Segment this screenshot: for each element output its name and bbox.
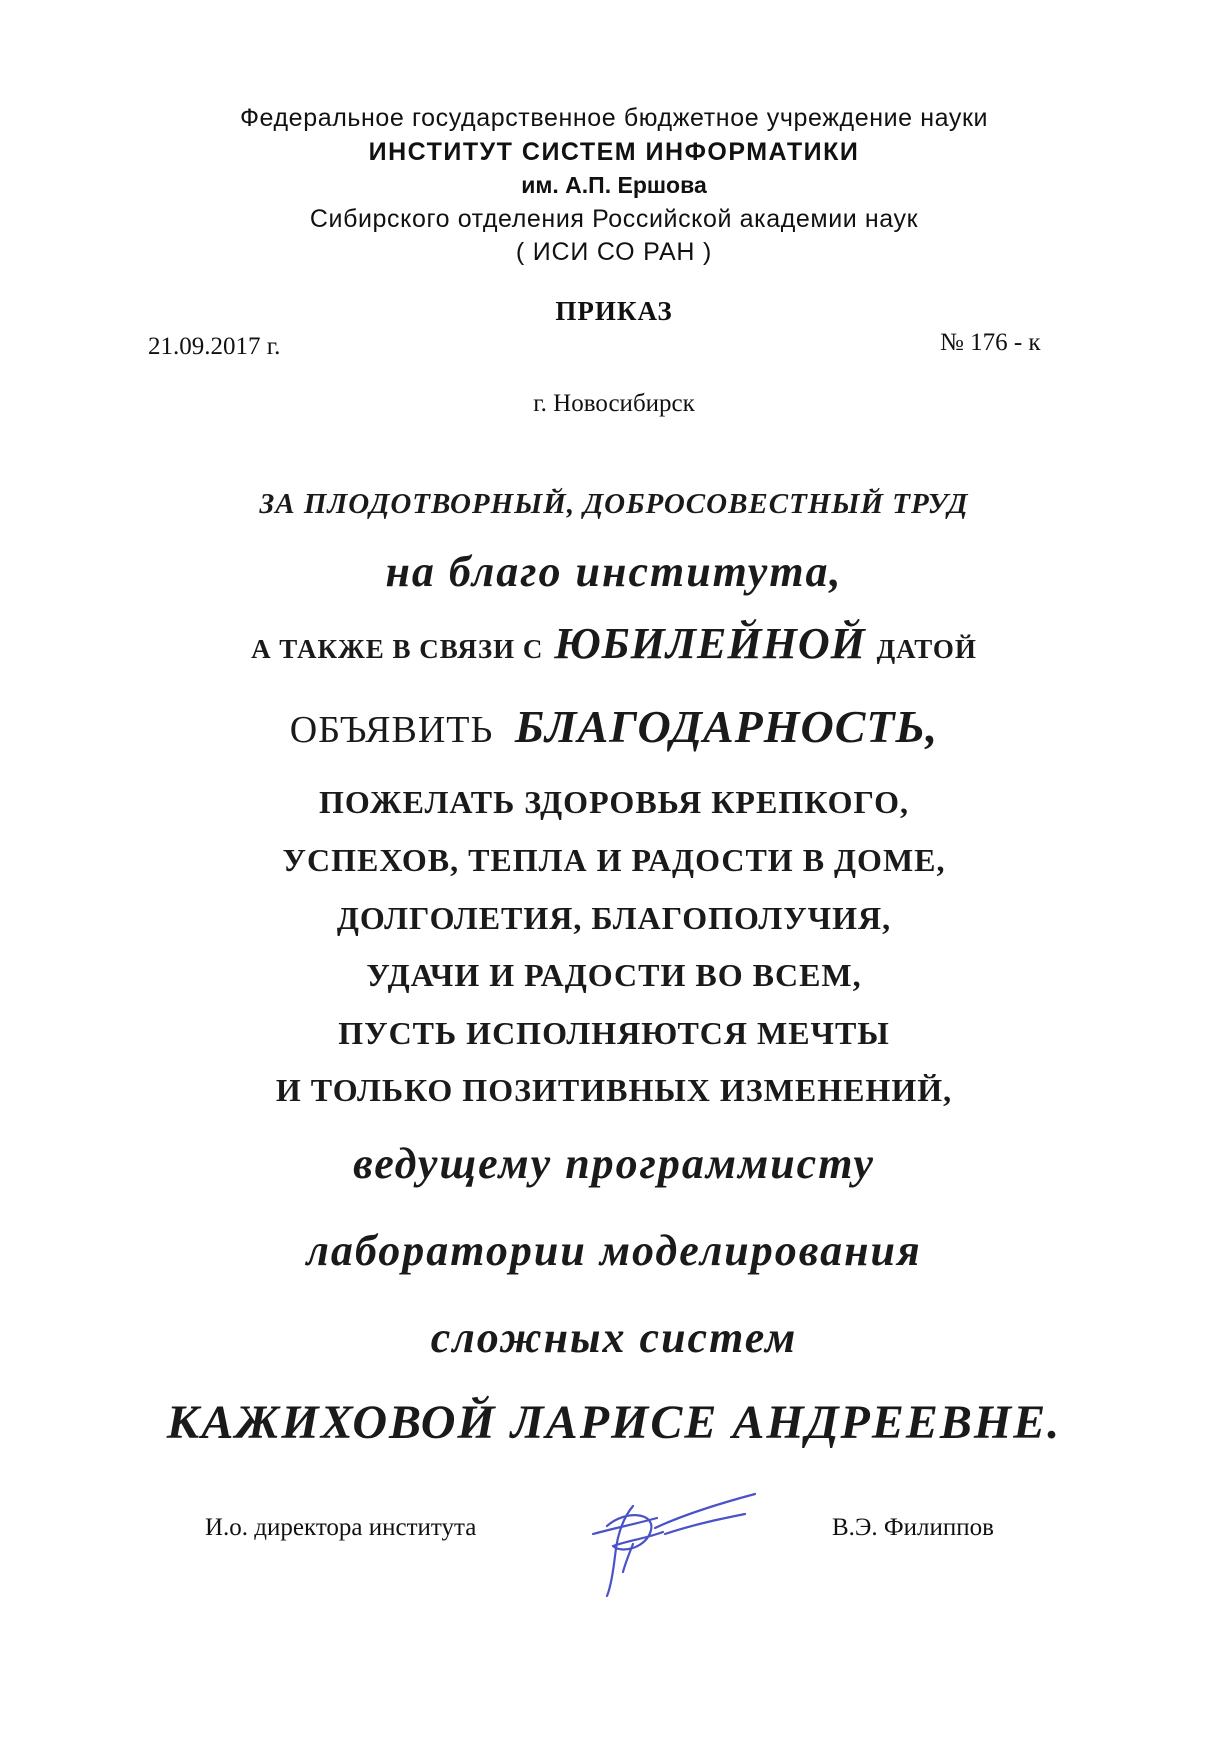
body-line-4 xyxy=(60,700,1168,753)
body-line-3-prefix: А ТАКЖЕ В СВЯЗИ С xyxy=(251,634,544,664)
header-line-institution-type: Федеральное государственное бюджетное учреждение науки xyxy=(239,104,989,132)
body-line-13: сложных систем xyxy=(430,1313,798,1362)
recipient-name: КАЖИХОВОЙ ЛАРИСЕ АНДРЕЕВНЕ. xyxy=(166,1396,1062,1449)
body-line-3-highlight: ЮБИЛЕЙНОЙ xyxy=(554,619,866,668)
signatory-name: В.Э. Филиппов xyxy=(832,1514,994,1541)
body-line-5: ПОЖЕЛАТЬ ЗДОРОВЬЯ КРЕПКОГО, xyxy=(319,784,909,820)
signatory-position: И.о. директора института xyxy=(205,1514,477,1541)
header-line-institute-name: ИНСТИТУТ СИСТЕМ ИНФОРМАТИКИ xyxy=(368,138,860,166)
order-title: ПРИКАЗ xyxy=(555,296,673,326)
header-line-abbreviation: ( ИСИ СО РАН ) xyxy=(515,238,713,266)
body-line-2: на благо института, xyxy=(385,547,843,596)
order-city: г. Новосибирск xyxy=(533,390,695,417)
body-line-4-prefix: ОБЪЯВИТЬ xyxy=(289,709,494,751)
header-line-named-after: им. А.П. Ершова xyxy=(521,172,707,198)
body-line-8: УДАЧИ И РАДОСТИ ВО ВСЕМ, xyxy=(366,957,862,993)
body-line-3 xyxy=(60,618,1168,669)
header-line-branch: Сибирского отделения Российской академии наук xyxy=(309,205,919,233)
body-line-11: ведущему программисту xyxy=(353,1139,875,1188)
handwritten-signature xyxy=(585,1488,760,1603)
body-line-10: И ТОЛЬКО ПОЗИТИВНЫХ ИЗМЕНЕНИЙ, xyxy=(275,1072,953,1108)
body-line-4-highlight: БЛАГОДАРНОСТЬ, xyxy=(514,701,939,752)
body-line-1: ЗА ПЛОДОТВОРНЫЙ, ДОБРОСОВЕСТНЫЙ ТРУД xyxy=(259,488,969,520)
order-number: № 176 - к xyxy=(940,329,1041,356)
body-line-3-suffix: ДАТОЙ xyxy=(876,634,977,664)
body-line-9: ПУСТЬ ИСПОЛНЯЮТСЯ МЕЧТЫ xyxy=(338,1015,890,1051)
body-line-7: ДОЛГОЛЕТИЯ, БЛАГОПОЛУЧИЯ, xyxy=(336,900,892,936)
body-line-6: УСПЕХОВ, ТЕПЛА И РАДОСТИ В ДОМЕ, xyxy=(282,842,946,878)
body-line-12: лаборатории моделирования xyxy=(306,1226,922,1275)
order-date: 21.09.2017 г. xyxy=(148,333,281,360)
